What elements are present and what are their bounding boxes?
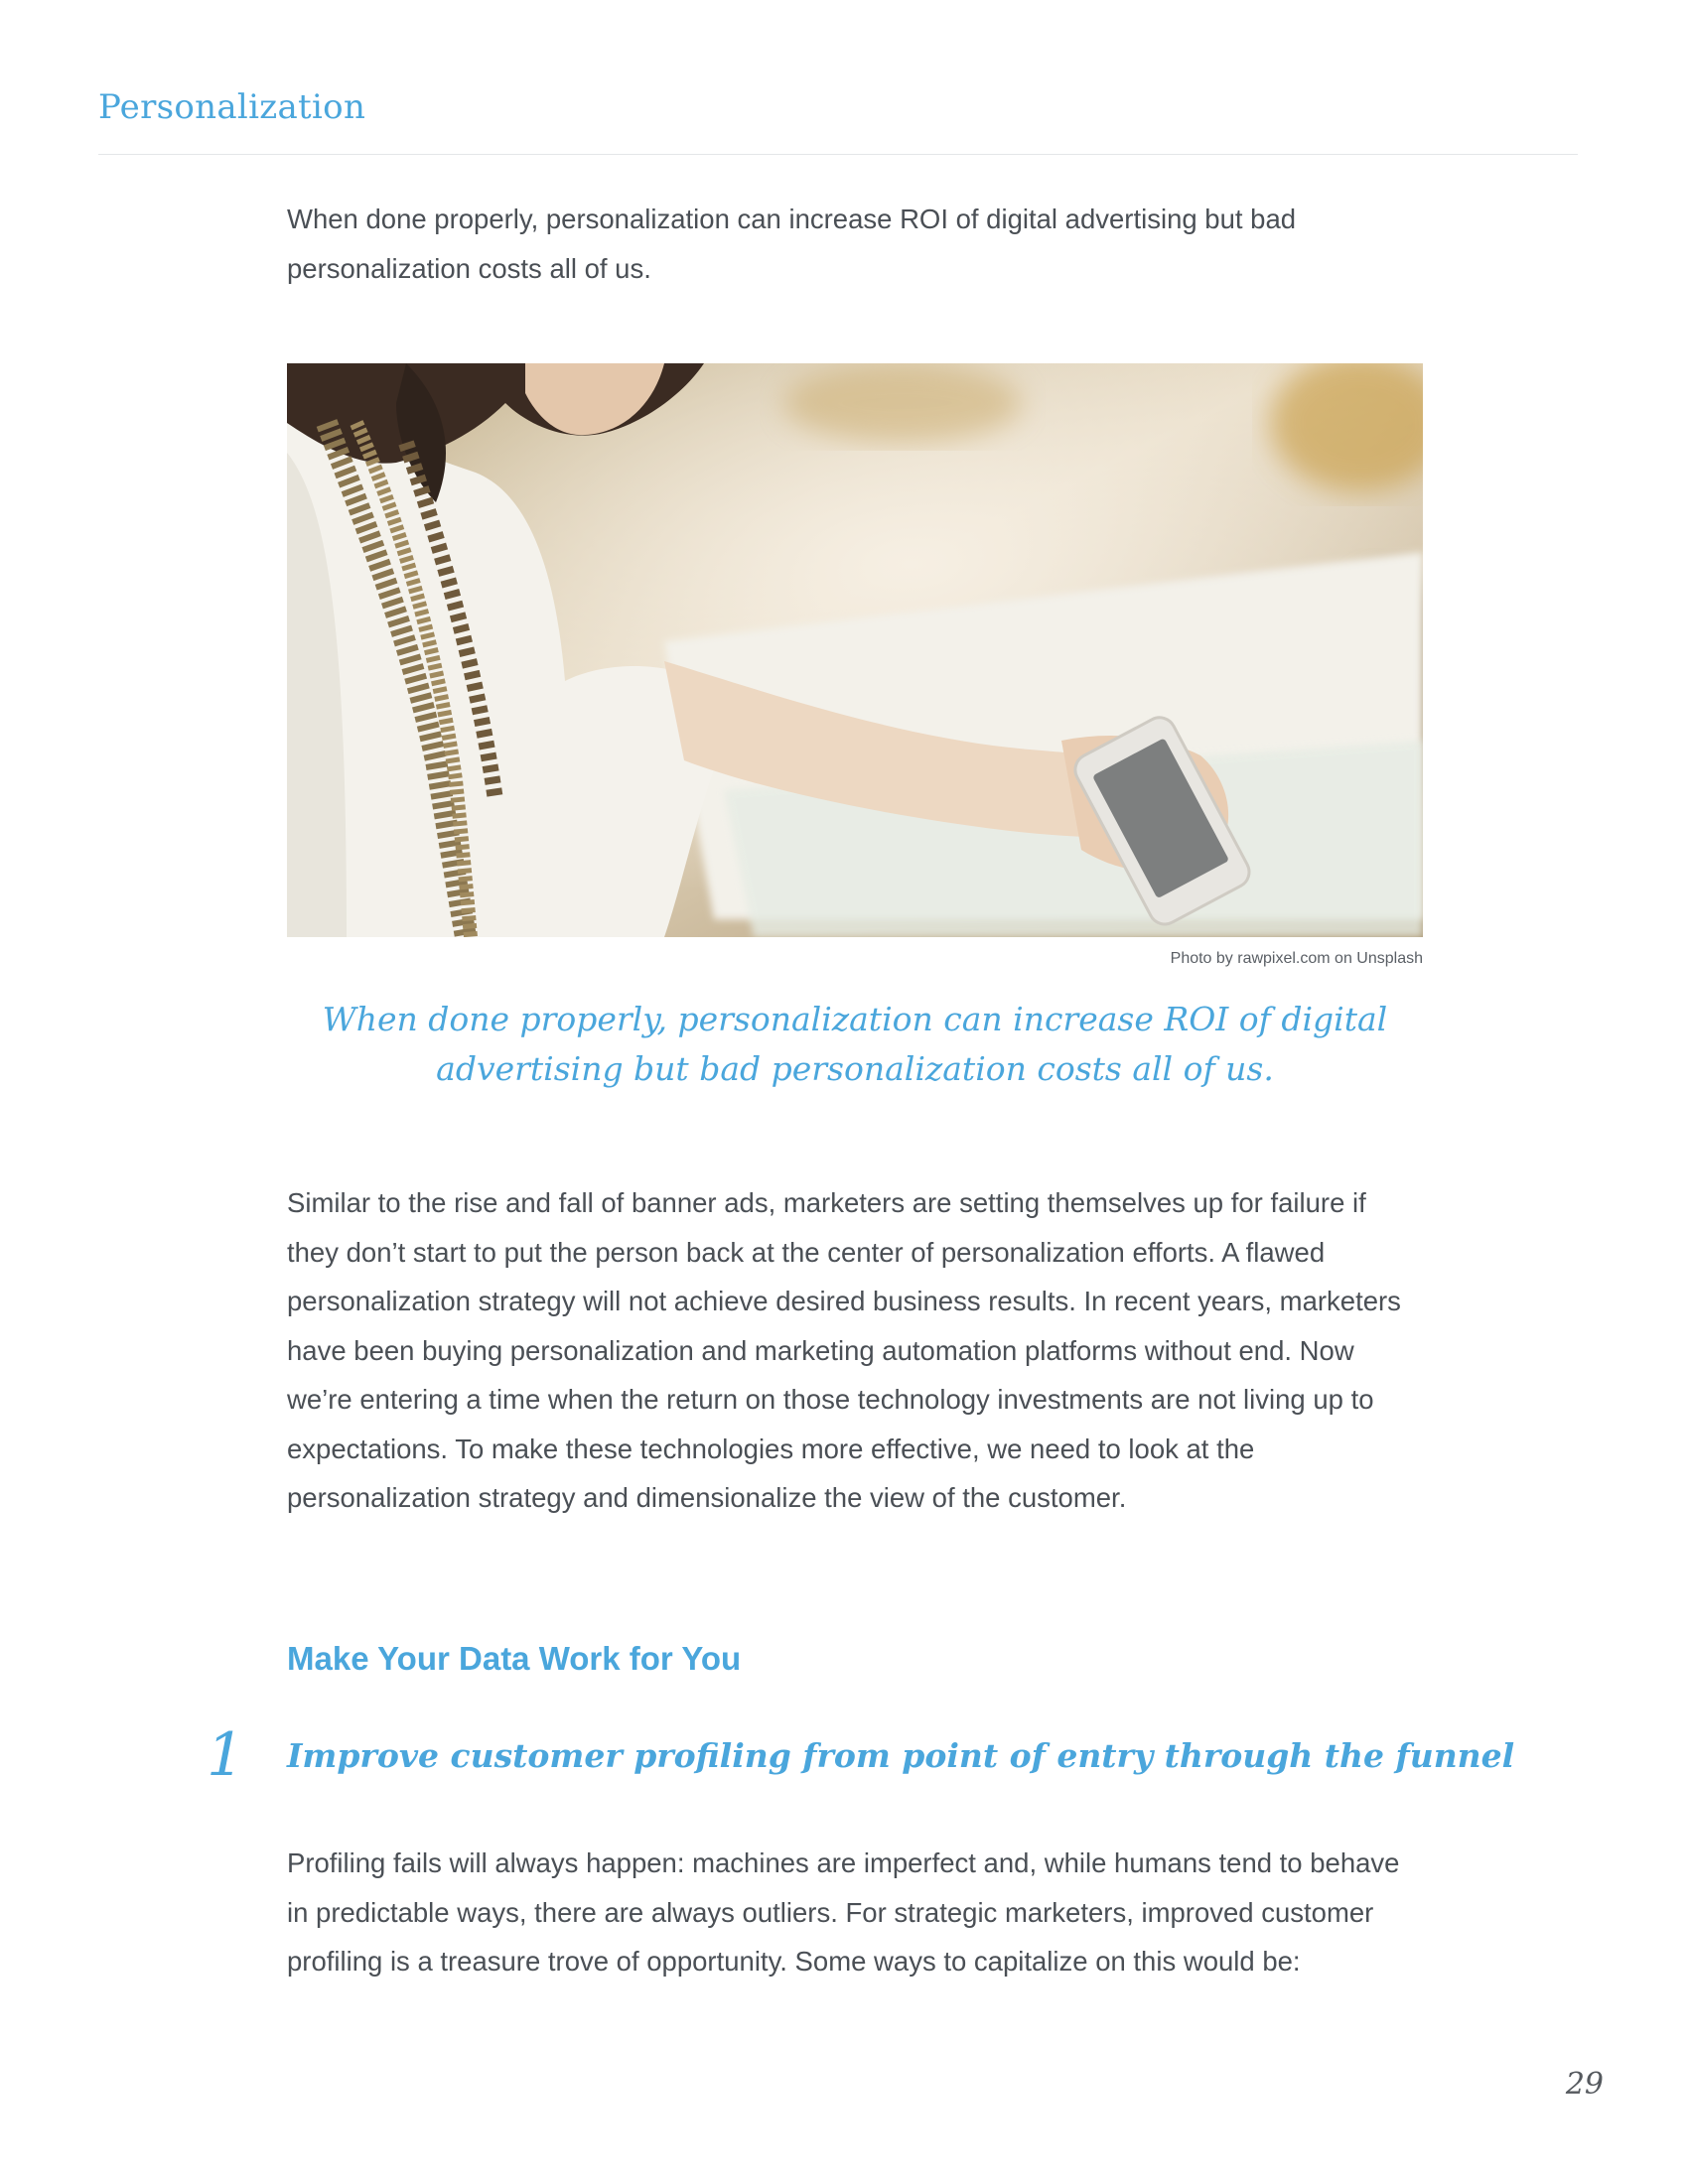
section-header-title: Personalization	[98, 87, 366, 127]
header-divider	[98, 154, 1578, 155]
photo-credit: Photo by rawpixel.com on Unsplash	[1170, 950, 1423, 967]
intro-paragraph: When done properly, personalization can increase ROI of digital advertising but bad personalization costs all of us.	[287, 204, 1297, 284]
pull-quote: When done properly, personalization can increase ROI of digital advertising but bad personalization costs all of us.	[322, 1000, 1388, 1088]
body-paragraph: Similar to the rise and fall of banner ads, marketers are setting themselves up for failure if they don’t start to put the person back at the center of personalization efforts. A flawed personalization strategy will not achieve desired business results. In recent years, marketers have been buying personalization and marketing automation platforms without end. Now we’re entering a time when the return on those technology investments are not living up to expectations. To make these technologies more effective, we need to look at the personalization strategy and dimensionalize the view of the customer.	[287, 1187, 1401, 1513]
page-number: 29	[1565, 2067, 1604, 2102]
step-number: 1	[207, 1720, 245, 1790]
hero-photo	[287, 363, 1423, 937]
step-title: Improve customer profiling from point of entry through the funnel	[287, 1736, 1515, 1775]
section-heading: Make Your Data Work for You	[287, 1640, 742, 1677]
step-paragraph: Profiling fails will always happen: machines are imperfect and, while humans tend to behave in predictable ways, there are always outliers. For strategic marketers, improved customer profiling is a treasure trove of opportunity. Some ways to capitalize on this would be:	[287, 1847, 1400, 1977]
